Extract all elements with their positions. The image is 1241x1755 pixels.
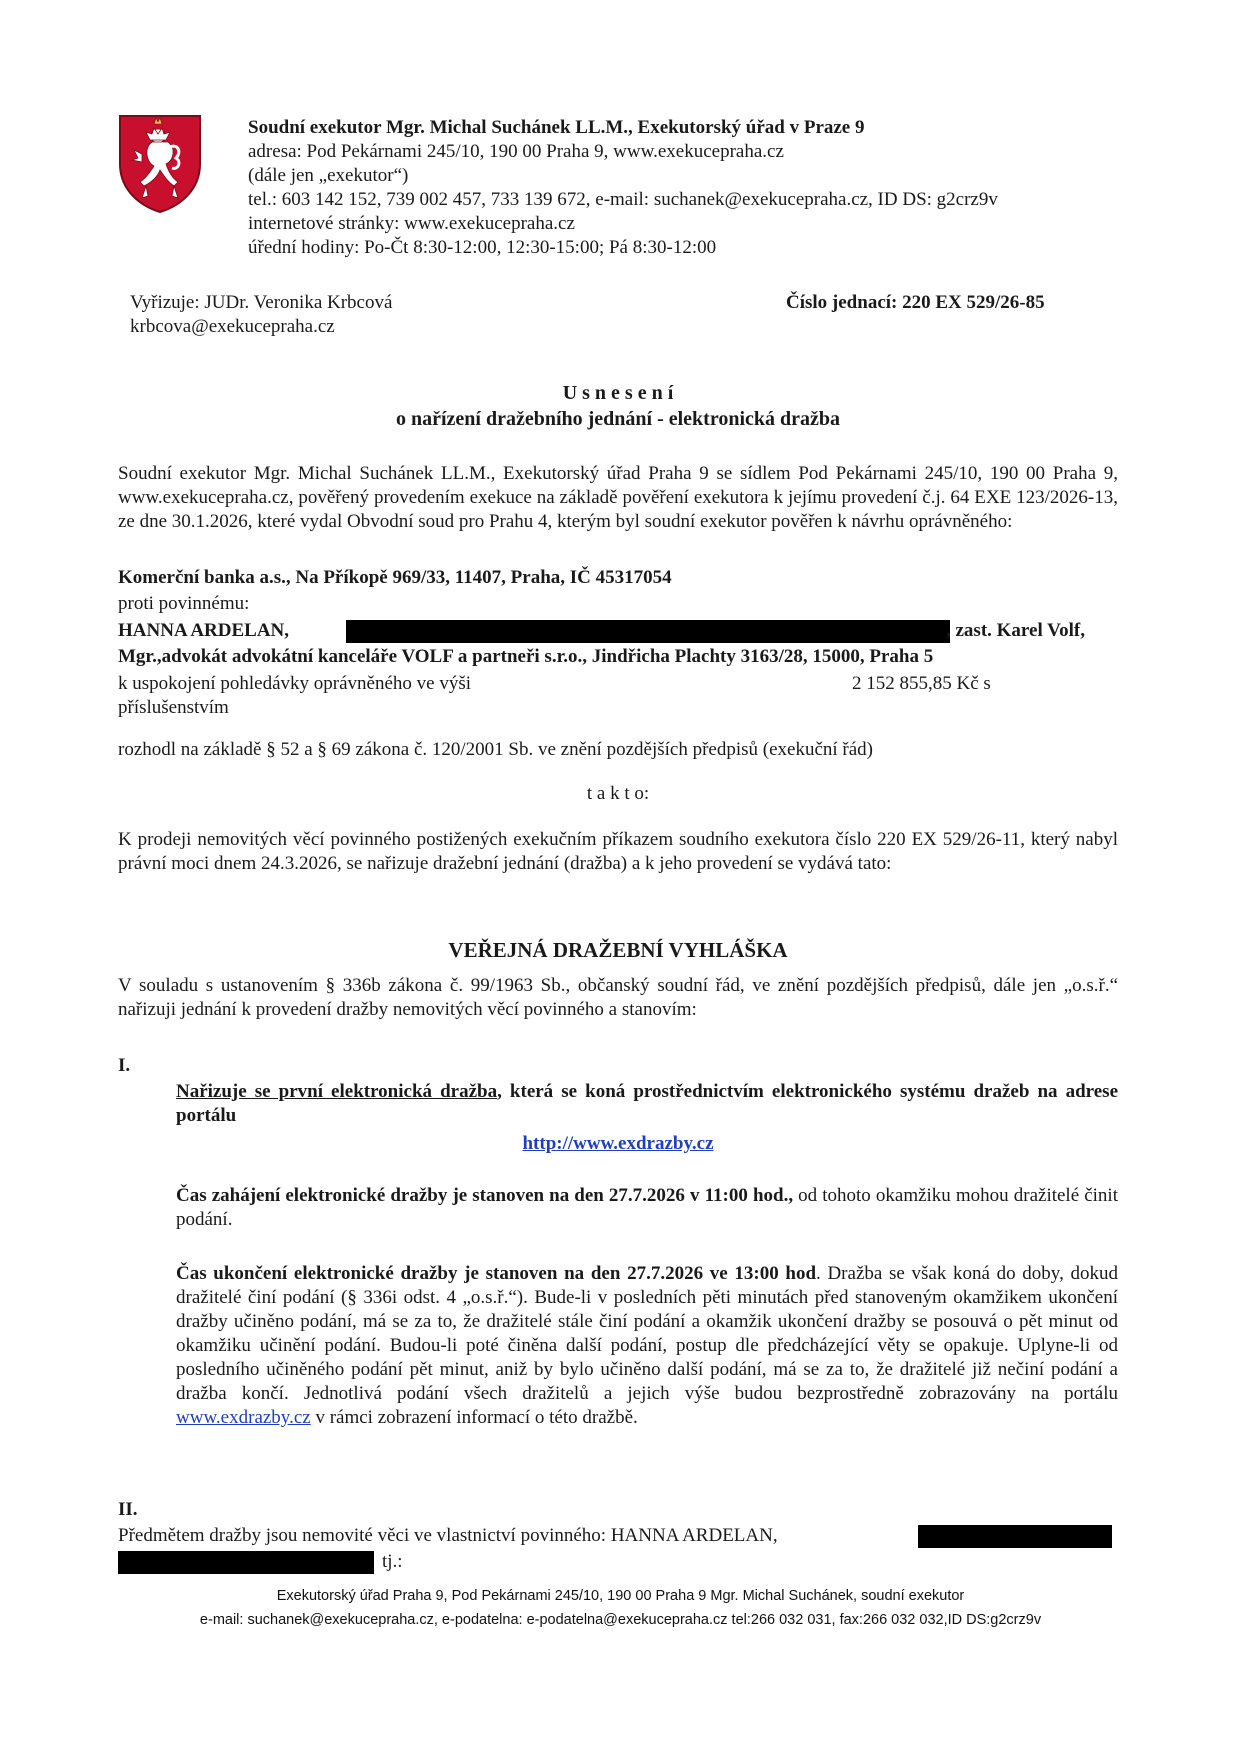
office-title: Soudní exekutor Mgr. Michal Suchánek LL.M., Exekutorský úřad v Praze 9: [248, 117, 865, 138]
document-title: U s n e s e n í: [562, 382, 674, 404]
section-2-label: II.: [118, 1499, 138, 1520]
section-2-tail: tj.:: [382, 1551, 403, 1572]
footer-line-1: Exekutorský úřad Praha 9, Pod Pekárnami 245/10, 190 00 Praha 9 Mgr. Michal Suchánek, soudní exekutor: [276, 1588, 965, 1604]
intro-paragraph: Soudní exekutor Mgr. Michal Suchánek LL.M., Exekutorský úřad Praha 9 se sídlem Pod Pekárnami 245/10, 190 00 Praha 9, www.exekucepraha.cz, pověřený provedením exekuce na základě pověření exekutora k jejímu provedení č.j. 64 EXE 123/2026-13, ze dne 30.1.2026, které vydal Obvodní soud pro Prahu 4, kterým byl soudní exekutor pověřen k návrhu oprávněného:: [118, 463, 1118, 532]
claim-amount: 2 152 855,85 Kč s: [852, 673, 991, 694]
auction-end-bold: Čas ukončení elektronické dražby je stanoven na den 27.7.2026 ve 13:00 hod: [176, 1263, 817, 1284]
redaction-box: [918, 1525, 1112, 1548]
redaction-box: [118, 1551, 374, 1574]
portal-url-link[interactable]: http://www.exdrazby.cz: [522, 1133, 714, 1154]
notice-heading: VEŘEJNÁ DRAŽEBNÍ VYHLÁŠKA: [448, 938, 788, 962]
section-1-label: I.: [118, 1055, 131, 1076]
auction-end-tail: v rámci zobrazení informací o této dražbě.: [310, 1407, 638, 1428]
section-1-lead-rest: , která se koná prostřednictvím elektronického systému dražeb na adrese portálu: [176, 1081, 1119, 1126]
coat-of-arms-icon: [116, 112, 204, 214]
office-contacts: tel.: 603 142 152, 739 002 457, 733 139 672, e-mail: suchanek@exekucepraha.cz, ID DS: g2crz9v: [248, 189, 998, 210]
against-label: proti povinnému:: [118, 593, 250, 614]
auction-start: [118, 1184, 1118, 1232]
auction-end: [118, 1262, 1118, 1430]
footer-line-2: e-mail: suchanek@exekucepraha.cz, e-podatelna: e-podatelna@exekucepraha.cz tel:266 032 031, fax:266 032 032,ID DS:g2crz9v: [199, 1612, 1042, 1628]
handler-email: krbcova@exekucepraha.cz: [130, 316, 335, 337]
claim-label: k uspokojení pohledávky oprávněného ve výši: [118, 673, 472, 694]
creditor: Komerční banka a.s., Na Příkopě 969/33, 11407, Praha, IČ 45317054: [118, 567, 672, 588]
case-number: Číslo jednací: 220 EX 529/26-85: [786, 292, 1045, 313]
document-subtitle: o nařízení dražebního jednání - elektronická dražba: [395, 408, 841, 430]
office-alias: (dále jen „exekutor“): [248, 165, 409, 186]
exdrazby-link[interactable]: www.exdrazby.cz: [176, 1407, 311, 1428]
auction-start-rest: od tohoto okamžiku mohou dražitelé činit podání.: [176, 1185, 1118, 1230]
debtor-representative-address: Mgr.,advokát advokátní kanceláře VOLF a partneři s.r.o., Jindřicha Plachty 3163/28, 15000, Praha 5: [118, 646, 934, 667]
redaction-box: [346, 620, 950, 643]
notice-paragraph: V souladu s ustanovením § 336b zákona č. 99/1963 Sb., občanský soudní řád, ve znění pozdějších předpisů, dále jen „o.s.ř.“ nařizuji jednání k provedení dražby nemovitých věcí povinného a stanovím:: [118, 975, 1118, 1020]
handler-name: Vyřizuje: JUDr. Veronika Krbcová: [130, 292, 393, 313]
order-paragraph: K prodeji nemovitých věcí povinného postižených exekučním příkazem soudního exekutora číslo 220 EX 529/26-11, který nabyl právní moci dnem 24.3.2026, se nařizuje dražební jednání (dražba) a k jeho provedení se vydává tato:: [118, 829, 1118, 874]
debtor-representative: , zast. Karel Volf,: [946, 620, 1085, 641]
takto-label: t a k t o:: [586, 783, 650, 804]
section-1-lead-underlined: Nařizuje se první elektronická dražba: [176, 1081, 498, 1102]
section-2-text: Předmětem dražby jsou nemovité věci ve vlastnictví povinného: HANNA ARDELAN,: [118, 1525, 778, 1546]
auction-end-rest: . Dražba se však koná do doby, dokud dražitelé činí podání (§ 336i odst. 4 „o.s.ř.“). Bude-li v posledních pěti minutách před stanoveným okamžikem ukončení dražby učiněno podání, má se za to, že dražitelé stále činí podání a okamžik ukončení dražby se posouvá o pět minut od okamžiku učinění podání. Budou-li poté činěna další podání, postup dle předcházející věty se opakuje. Uplyne-li od posledního učiněného podání pět minut, aniž by bylo učiněno další podání, má se za to, že dražitelé již nečiní podání a dražba končí. Jednotlivá podání všech dražitelů a jejich výše budou bezprostředně zobrazovány na portálu: [176, 1263, 1119, 1404]
claim-suffix: příslušenstvím: [118, 697, 229, 718]
decision-basis: rozhodl na základě § 52 a § 69 zákona č. 120/2001 Sb. ve znění pozdějších předpisů (exekuční řád): [118, 739, 873, 760]
portal-url-line: [118, 1132, 1118, 1156]
office-address: adresa: Pod Pekárnami 245/10, 190 00 Praha 9, www.exekucepraha.cz: [248, 141, 784, 162]
handler-block: [130, 291, 392, 339]
section-1-lead: [118, 1080, 1118, 1128]
debtor-name: HANNA ARDELAN,: [118, 620, 290, 641]
auction-start-bold: Čas zahájení elektronické dražby je stanoven na den 27.7.2026 v 11:00 hod.,: [176, 1185, 794, 1206]
office-hours: úřední hodiny: Po-Čt 8:30-12:00, 12:30-15:00; Pá 8:30-12:00: [248, 237, 717, 258]
office-web: internetové stránky: www.exekucepraha.cz: [248, 213, 575, 234]
